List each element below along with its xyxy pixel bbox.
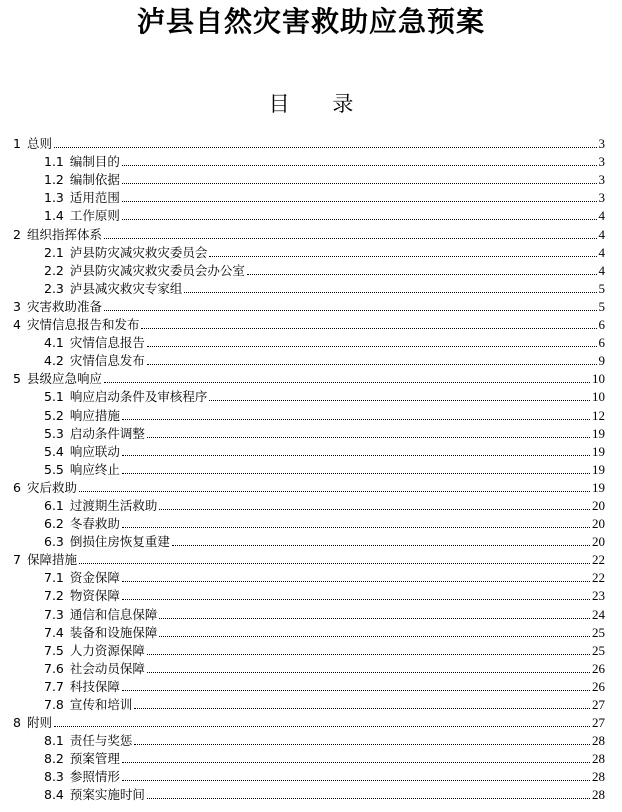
toc-entry-page: 22: [592, 552, 605, 568]
toc-entry-number: 7.5: [44, 642, 64, 658]
toc-entry-label: 冬春救助: [69, 516, 120, 532]
toc-entry-number: 1: [13, 136, 21, 152]
toc-entry[interactable]: [13, 152, 605, 170]
toc-dot-leader: [147, 798, 590, 799]
toc-entry[interactable]: [13, 641, 605, 659]
toc-entry-number: 7: [13, 552, 21, 568]
toc-entry-label: 泸县防灾减灾救灾委员会: [69, 244, 208, 260]
toc-dot-leader: [104, 238, 597, 239]
toc-entry-page: 6: [598, 317, 605, 333]
toc-entry-number: 7.3: [44, 606, 64, 622]
toc-entry-label: 宣传和培训: [69, 697, 133, 712]
toc-entry-page: 10: [592, 371, 605, 387]
toc-entry[interactable]: [13, 749, 605, 767]
toc-entry-label: 预案实施时间: [69, 787, 145, 803]
toc-entry-label: 社会动员保障: [69, 660, 145, 676]
toc-entry[interactable]: [13, 785, 605, 803]
toc-entry[interactable]: [13, 369, 605, 387]
toc-entry-label: 物资保障: [69, 588, 120, 604]
toc-dot-leader: [147, 654, 590, 655]
toc-dot-leader: [209, 256, 596, 257]
toc-entry[interactable]: [13, 442, 605, 460]
toc-entry-number: 8.2: [44, 751, 64, 767]
toc-entry-label: 编制依据: [69, 172, 120, 188]
toc-entry[interactable]: [13, 243, 605, 261]
toc-entry-label: 工作原则: [69, 208, 120, 224]
toc-entry-label: 参照情形: [69, 769, 120, 785]
toc-entry-label: 响应措施: [69, 407, 120, 423]
toc-entry-page: 19: [592, 479, 605, 495]
toc-entry-page: 4: [598, 244, 605, 260]
toc-entry-page: 27: [592, 715, 605, 731]
toc-entry-label: 适用范围: [69, 190, 120, 206]
toc-entry-number: 4.1: [44, 335, 64, 351]
toc-entry-label: 泸县防灾减灾救灾委员会办公室: [69, 262, 245, 278]
toc-dot-leader: [184, 292, 596, 293]
toc-entry[interactable]: [13, 604, 605, 622]
toc-entry-page: 9: [598, 353, 605, 369]
toc-entry-page: 20: [592, 534, 605, 550]
toc-entry-number: 2.2: [44, 262, 64, 278]
toc-entry-page: 23: [592, 588, 605, 604]
toc-entry-page: 25: [592, 642, 605, 658]
toc-entry-number: 8.4: [44, 787, 64, 803]
toc-dot-leader: [104, 382, 590, 383]
toc-entry-number: 1.4: [44, 208, 64, 224]
toc-dot-leader: [247, 274, 597, 275]
toc-entry-page: 4: [598, 208, 605, 224]
toc-entry-number: 7.2: [44, 588, 64, 604]
toc-entry-label: 预案管理: [69, 751, 120, 767]
toc-entry[interactable]: [13, 424, 605, 442]
toc-dot-leader: [54, 726, 590, 727]
toc-entry-page: 12: [592, 407, 605, 423]
toc-entry-label: 泸县减灾救灾专家组: [69, 280, 183, 296]
toc-entry-page: 28: [592, 769, 605, 785]
toc-entry-label: 资金保障: [69, 570, 120, 586]
toc-dot-leader: [147, 346, 597, 347]
toc-entry-number: 5.1: [44, 389, 64, 405]
toc-heading: 目 录: [268, 92, 354, 116]
toc-entry-label: 责任与奖惩: [69, 733, 133, 749]
toc-entry-page: 28: [592, 787, 605, 803]
toc-entry-label: 灾情信息发布: [69, 353, 145, 369]
toc-entry-page: 5: [598, 298, 605, 314]
table-of-contents: [13, 134, 605, 803]
toc-entry-page: 3: [598, 136, 605, 152]
toc-entry[interactable]: [13, 206, 605, 224]
toc-entry-page: 24: [592, 606, 605, 622]
toc-dot-leader: [147, 364, 597, 365]
toc-entry-label: 县级应急响应: [26, 371, 102, 387]
toc-entry[interactable]: [13, 351, 605, 369]
toc-entry[interactable]: [13, 767, 605, 785]
toc-entry-page: 3: [598, 172, 605, 188]
toc-dot-leader: [122, 165, 597, 166]
toc-dot-leader: [79, 563, 590, 564]
toc-dot-leader: [122, 201, 597, 202]
toc-entry-page: 6: [598, 335, 605, 351]
toc-dot-leader: [159, 509, 590, 510]
toc-entry[interactable]: [13, 496, 605, 514]
toc-entry-label: 灾情信息报告: [69, 335, 145, 351]
document-title: 泸县自然灾害救助应急预案: [136, 5, 485, 38]
toc-entry-number: 5.2: [44, 407, 64, 423]
toc-entry[interactable]: [13, 659, 605, 677]
toc-dot-leader: [122, 780, 590, 781]
toc-entry-label: 过渡期生活救助: [69, 497, 158, 513]
toc-dot-leader: [172, 545, 590, 546]
toc-entry[interactable]: [13, 188, 605, 206]
toc-dot-leader: [147, 672, 590, 673]
toc-entry-page: 27: [592, 697, 605, 712]
toc-entry-number: 8.1: [44, 733, 64, 749]
toc-entry-page: 26: [592, 660, 605, 676]
toc-entry-number: 6.2: [44, 516, 64, 532]
toc-entry-label: 响应联动: [69, 443, 120, 459]
toc-entry-label: 响应终止: [69, 461, 120, 477]
toc-entry-page: 3: [598, 190, 605, 206]
toc-entry[interactable]: [13, 478, 605, 496]
toc-entry[interactable]: [13, 387, 605, 405]
toc-entry-label: 组织指挥体系: [26, 226, 102, 242]
toc-entry-number: 2.3: [44, 280, 64, 296]
toc-entry[interactable]: [13, 279, 605, 297]
toc-entry-number: 1.2: [44, 172, 64, 188]
toc-entry-number: 1.1: [44, 154, 64, 170]
toc-entry[interactable]: [13, 333, 605, 351]
toc-entry-number: 7.4: [44, 624, 64, 640]
toc-dot-leader: [159, 618, 590, 619]
toc-entry-label: 保障措施: [26, 552, 77, 568]
toc-dot-leader: [147, 437, 590, 438]
toc-entry-number: 5.4: [44, 443, 64, 459]
toc-entry[interactable]: [13, 677, 605, 695]
toc-entry-number: 7.7: [44, 678, 64, 694]
toc-dot-leader: [122, 762, 590, 763]
toc-entry[interactable]: [13, 405, 605, 423]
toc-entry-page: 28: [592, 751, 605, 767]
toc-dot-leader: [104, 310, 597, 311]
toc-entry-number: 7.6: [44, 660, 64, 676]
toc-entry[interactable]: [13, 623, 605, 641]
toc-entry[interactable]: [13, 170, 605, 188]
toc-entry[interactable]: [13, 315, 605, 333]
toc-entry[interactable]: [13, 586, 605, 604]
toc-entry-number: 5.5: [44, 461, 64, 477]
toc-entry-page: 19: [592, 461, 605, 477]
toc-entry-label: 通信和信息保障: [69, 606, 158, 622]
toc-entry-label: 附则: [26, 715, 52, 731]
toc-entry[interactable]: [13, 713, 605, 731]
toc-entry[interactable]: [13, 261, 605, 279]
toc-entry-number: 6.3: [44, 534, 64, 550]
toc-entry-label: 灾害救助准备: [26, 298, 102, 314]
toc-entry-page: 20: [592, 516, 605, 532]
toc-entry-page: 19: [592, 425, 605, 441]
toc-dot-leader: [79, 491, 590, 492]
toc-entry[interactable]: [13, 731, 605, 749]
toc-entry-label: 灾后救助: [26, 479, 77, 495]
toc-entry-page: 3: [598, 154, 605, 170]
toc-entry-number: 5: [13, 371, 21, 387]
toc-dot-leader: [122, 183, 597, 184]
toc-entry-label: 装备和设施保障: [69, 624, 158, 640]
toc-entry-number: 2: [13, 226, 21, 242]
toc-entry-number: 6: [13, 479, 21, 495]
toc-dot-leader: [134, 744, 590, 745]
toc-entry-number: 3: [13, 298, 21, 314]
toc-dot-leader: [122, 690, 590, 691]
toc-entry-page: 26: [592, 678, 605, 694]
toc-entry-label: 响应启动条件及审核程序: [69, 389, 208, 405]
toc-entry[interactable]: [13, 224, 605, 242]
toc-entry-label: 总则: [26, 136, 52, 152]
toc-entry[interactable]: [13, 134, 605, 152]
toc-entry-label: 灾情信息报告和发布: [26, 317, 140, 333]
toc-entry[interactable]: [13, 460, 605, 478]
toc-entry[interactable]: [13, 568, 605, 586]
toc-entry-number: 5.3: [44, 425, 64, 441]
toc-entry-page: 20: [592, 497, 605, 513]
toc-entry-number: 7.1: [44, 570, 64, 586]
toc-entry-page: 4: [598, 226, 605, 242]
toc-entry-number: 4.2: [44, 353, 64, 369]
toc-entry-number: 7.8: [44, 697, 64, 712]
toc-entry-number: 6.1: [44, 497, 64, 513]
toc-dot-leader: [122, 599, 590, 600]
toc-entry-number: 8.3: [44, 769, 64, 785]
toc-entry-number: 8: [13, 715, 21, 731]
toc-dot-leader: [54, 147, 597, 148]
toc-entry-label: 人力资源保障: [69, 642, 145, 658]
toc-entry-label: 科技保障: [69, 678, 120, 694]
toc-entry-number: 2.1: [44, 244, 64, 260]
toc-entry[interactable]: [13, 514, 605, 532]
toc-entry-page: 22: [592, 570, 605, 586]
toc-entry-page: 10: [592, 389, 605, 405]
toc-dot-leader: [209, 400, 590, 401]
toc-entry[interactable]: [13, 695, 605, 713]
toc-dot-leader: [134, 708, 590, 709]
toc-entry-number: 4: [13, 317, 21, 333]
toc-entry[interactable]: [13, 550, 605, 568]
toc-entry-page: 4: [598, 262, 605, 278]
toc-dot-leader: [122, 455, 590, 456]
toc-dot-leader: [122, 581, 590, 582]
toc-dot-leader: [122, 527, 590, 528]
toc-dot-leader: [122, 473, 590, 474]
toc-entry-page: 25: [592, 624, 605, 640]
toc-entry-page: 5: [598, 280, 605, 296]
toc-dot-leader: [141, 328, 596, 329]
toc-entry-page: 28: [592, 733, 605, 749]
toc-entry[interactable]: [13, 532, 605, 550]
toc-entry-page: 19: [592, 443, 605, 459]
toc-dot-leader: [159, 636, 590, 637]
toc-dot-leader: [122, 419, 590, 420]
toc-entry-label: 启动条件调整: [69, 425, 145, 441]
toc-entry-label: 编制目的: [69, 154, 120, 170]
toc-entry-label: 倒损住房恢复重建: [69, 534, 170, 550]
toc-entry-number: 1.3: [44, 190, 64, 206]
toc-entry[interactable]: [13, 297, 605, 315]
toc-dot-leader: [122, 219, 597, 220]
